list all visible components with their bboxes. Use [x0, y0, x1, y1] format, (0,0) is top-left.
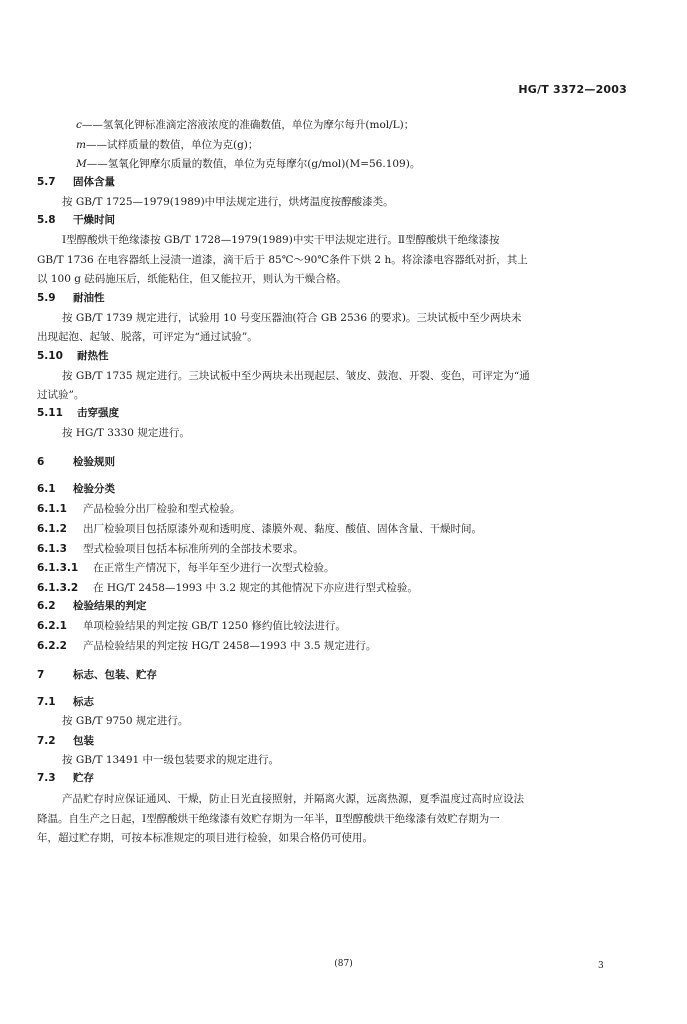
clause-6-2-1: 6.2.1 单项检验结果的判定按 GB/T 1250 修约值比较法进行。	[37, 620, 346, 632]
heading-5-10: 5.10 耐热性	[37, 350, 109, 362]
body-5-7: 按 GB/T 1725—1979(1989)中甲法规定进行，烘烤温度按醇酸漆类。	[62, 196, 394, 208]
heading-7-3: 7.3 贮存	[37, 772, 94, 784]
heading-7: 7 标志、包装、贮存	[37, 669, 157, 681]
body-7-3-line-2: 降温。自生产之日起，Ⅰ型醇酸烘干绝缘漆有效贮存期为一年半，Ⅱ型醇酸烘干绝缘漆有效贮存期为一	[37, 813, 500, 825]
heading-5-9: 5.9 耐油性	[37, 292, 105, 304]
heading-7-2: 7.2 包装	[37, 735, 94, 747]
body-5-10-line-1: 按 GB/T 1735 规定进行。三块试板中至少两块未出现起层、皱皮、鼓泡、开裂、变色，可评定为“通	[62, 370, 530, 382]
body-5-8-line-3: 以 100 g 砝码施压后，纸能粘住，但又能拉开，则认为干燥合格。	[37, 273, 347, 285]
body-5-8-line-2: GB/T 1736 在电容器纸上浸渍一道漆，滴干后于 85℃～90℃条件下烘 2 h。将涂漆电容器纸对折，其上	[37, 254, 528, 266]
body-5-10-line-2: 过试验”。	[37, 389, 85, 401]
heading-6-2: 6.2 检验结果的判定	[37, 600, 147, 612]
body-5-9-line-2: 出现起泡、起皱、脱落，可评定为“通过试验”。	[37, 331, 258, 343]
clause-6-1-3: 6.1.3 型式检验项目包括本标准所列的全部技术要求。	[37, 543, 304, 555]
definition-M: M——氢氧化钾摩尔质量的数值，单位为克每摩尔(g/mol)(M=56.109)。	[76, 158, 421, 170]
clause-6-1-1: 6.1.1 产品检验分出厂检验和型式检验。	[37, 503, 241, 515]
heading-7-1: 7.1 标志	[37, 696, 94, 708]
clause-6-1-3-2: 6.1.3.2 在 HG/T 2458—1993 中 3.2 规定的其他情况下亦应进行型式检验。	[37, 582, 418, 594]
body-5-9-line-1: 按 GB/T 1739 规定进行，试验用 10 号变压器油(符合 GB 2536 的要求)。三块试板中至少两块未	[62, 312, 522, 324]
definition-m: m——试样质量的数值，单位为克(g)；	[76, 139, 259, 151]
heading-5-8: 5.8 干燥时间	[37, 214, 115, 226]
clause-6-1-3-1: 6.1.3.1 在正常生产情况下，每半年至少进行一次型式检验。	[37, 562, 335, 574]
heading-6: 6 检验规则	[37, 456, 115, 468]
heading-6-1: 6.1 检验分类	[37, 483, 115, 495]
clause-6-2-2: 6.2.2 产品检验结果的判定按 HG/T 2458—1993 中 3.5 规定进行。	[37, 640, 377, 652]
page-number: (87)	[334, 959, 353, 969]
definition-c: c——氢氧化钾标准滴定溶液浓度的准确数值，单位为摩尔每升(mol/L)；	[76, 119, 415, 131]
body-7-2: 按 GB/T 13491 中一级包装要求的规定进行。	[62, 754, 280, 766]
heading-5-7: 5.7 固体含量	[37, 176, 115, 188]
body-7-1: 按 GB/T 9750 规定进行。	[62, 715, 189, 727]
body-7-3-line-1: 产品贮存时应保证通风、干燥，防止日光直接照射，并隔离火源，远离热源，夏季温度过高时应设法	[62, 793, 524, 805]
clause-6-1-2: 6.1.2 出厂检验项目包括原漆外观和透明度、漆膜外观、黏度、酸值、固体含量、干燥时间。	[37, 523, 482, 535]
body-7-3-line-3: 年，超过贮存期，可按本标准规定的项目进行检验，如果合格仍可使用。	[37, 832, 373, 844]
corner-mark: 3	[598, 961, 604, 971]
body-5-8-line-1: Ⅰ型醇酸烘干绝缘漆按 GB/T 1728—1979(1989)中实干甲法规定进行。Ⅱ型醇酸烘干绝缘漆按	[62, 234, 500, 246]
body-5-11: 按 HG/T 3330 规定进行。	[62, 427, 190, 439]
heading-5-11: 5.11 击穿强度	[37, 407, 119, 419]
standard-code: HG/T 3372—2003	[518, 83, 627, 96]
